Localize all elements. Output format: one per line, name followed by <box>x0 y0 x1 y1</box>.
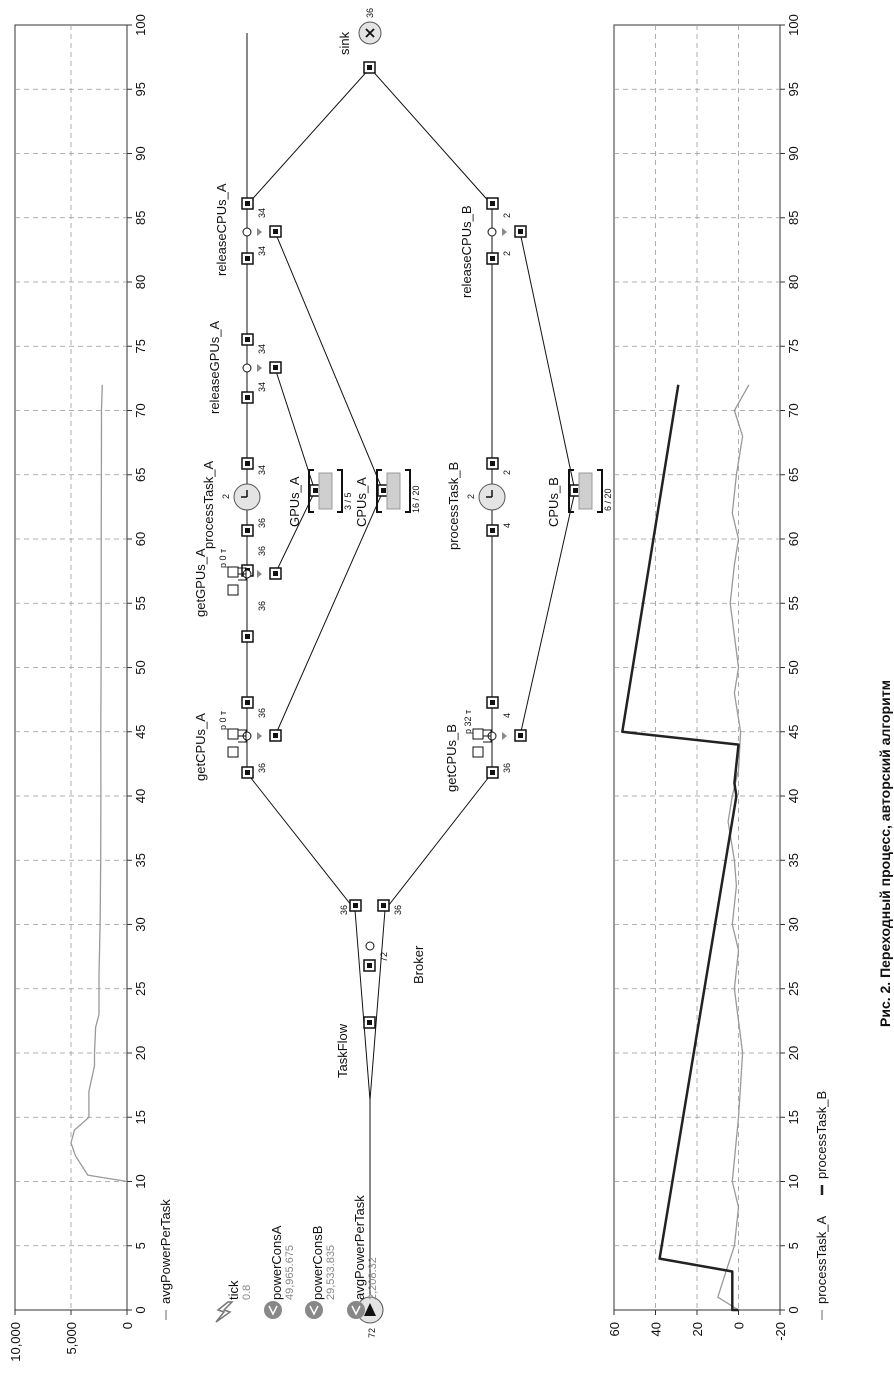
x-tick-label: 10 <box>786 1174 801 1189</box>
param-powerconsb-label: powerConsB <box>310 1225 325 1300</box>
chart-1-y-tick-labels <box>8 1322 135 1362</box>
x-tick-label: 100 <box>133 14 148 36</box>
variable-icon <box>347 1301 365 1319</box>
x-tick-label: 70 <box>133 403 148 418</box>
stat-releasecpus-a-in: 34 <box>257 245 267 256</box>
model-connectors <box>247 33 575 1295</box>
stat-getcpus-b-in: 36 <box>502 762 512 773</box>
param-powerconsb <box>305 1226 337 1319</box>
stat-getgpus-a-in: 36 <box>257 600 267 611</box>
x-tick-label: 90 <box>133 146 148 161</box>
label-taskflow: TaskFlow <box>335 1023 350 1078</box>
model-junctions <box>243 228 496 950</box>
x-tick-label: 65 <box>133 467 148 482</box>
stat-getgpus-a-queue: р 0 т <box>218 548 228 568</box>
variable-icon <box>305 1301 323 1319</box>
x-tick-label: 5 <box>133 1242 148 1250</box>
figure-caption: Рис. 2. Переходный процесс, авторский алгоритм <box>877 680 893 1027</box>
x-tick-label: 95 <box>133 82 148 97</box>
stat-processtask-a-busy: 2 <box>221 493 231 499</box>
lightning-icon <box>216 1302 232 1322</box>
stat-cpus-a: 16 / 20 <box>411 485 421 513</box>
stat-getcpus-a-out: 36 <box>257 707 267 718</box>
x-tick-label: 85 <box>786 210 801 225</box>
stat-releasecpus-b-in: 2 <box>502 250 512 256</box>
label-gpus-a: GPUs_A <box>287 476 302 527</box>
y-tick-label: 0 <box>731 1322 747 1330</box>
stat-releasecpus-a-out: 34 <box>257 207 267 218</box>
x-tick-label: 30 <box>786 917 801 932</box>
x-tick-label: 100 <box>786 14 801 36</box>
x-tick-label: 70 <box>786 403 801 418</box>
stat-processtask-b-out: 2 <box>502 469 512 475</box>
x-tick-label: 30 <box>133 917 148 932</box>
x-tick-label: 25 <box>133 981 148 996</box>
stat-releasegpus-a-in: 34 <box>257 381 267 392</box>
label-releasecpus-a: releaseCPUs_A <box>214 183 229 276</box>
param-powerconsa-value: 49,965.675 <box>284 1244 296 1300</box>
stat-gpus-a: 3 / 5 <box>343 492 353 510</box>
stat-getcpus-a-queue: р 0 т <box>218 710 228 730</box>
x-tick-label: 60 <box>786 531 801 547</box>
param-tick-label: tick <box>226 1280 241 1300</box>
x-tick-label: 10 <box>133 1174 148 1189</box>
process-task-chart <box>607 14 829 1341</box>
stat-processtask-a-out: 34 <box>257 464 267 475</box>
label-getcpus-b: getCPUs_B <box>444 724 459 792</box>
y-tick-label: -20 <box>773 1322 788 1341</box>
x-tick-label: 50 <box>786 660 801 675</box>
parameters-panel <box>216 1195 379 1322</box>
x-tick-label: 15 <box>133 1110 148 1125</box>
x-tick-label: 95 <box>786 82 801 97</box>
stat-broker-in: 72 <box>379 951 389 962</box>
stat-getcpus-b-out: 4 <box>502 712 512 718</box>
stat-sink: 36 <box>365 7 375 18</box>
legend-label-processtask-b: processTask_B <box>814 1090 829 1179</box>
chart-2-y-tick-labels <box>607 1322 788 1341</box>
stat-broker-b: 36 <box>393 904 403 915</box>
stat-taskflow: 72 <box>367 1327 377 1338</box>
block-labels <box>193 31 561 1078</box>
x-tick-label: 40 <box>786 788 801 804</box>
label-getgpus-a: getGPUs_A <box>193 548 208 617</box>
stat-getcpus-b-queue: р 32 т <box>463 709 473 734</box>
label-releasegpus-a: releaseGPUs_A <box>207 320 222 414</box>
stat-cpus-b: 6 / 20 <box>603 488 613 511</box>
param-tick <box>216 1280 253 1322</box>
x-tick-label: 35 <box>786 853 801 868</box>
x-tick-label: 45 <box>786 724 801 739</box>
legend-label-avgpowerpertask: avgPowerPerTask <box>158 1199 173 1304</box>
label-sink: sink <box>337 31 352 55</box>
label-broker: Broker <box>411 945 426 984</box>
label-cpus-a: CPUs_A <box>354 477 369 527</box>
label-processtask-a: processTask_A <box>201 460 216 549</box>
x-tick-label: 80 <box>786 274 801 290</box>
x-tick-label: 5 <box>786 1242 801 1250</box>
avg-power-chart <box>8 14 173 1362</box>
block-stats <box>218 8 613 1338</box>
y-tick-label: 5,000 <box>64 1322 79 1355</box>
stat-releasegpus-a-out: 34 <box>257 343 267 354</box>
x-tick-label: 80 <box>133 274 148 290</box>
param-tick-value: 0.8 <box>241 1284 253 1300</box>
param-avgpowerpertask-value: 2,208.32 <box>367 1257 379 1300</box>
stat-processtask-b-in: 4 <box>502 522 512 528</box>
param-powerconsb-value: 29,533.835 <box>325 1244 337 1300</box>
x-tick-label: 55 <box>133 596 148 611</box>
stat-processtask-b-busy: 2 <box>466 493 476 499</box>
label-getcpus-a: getCPUs_A <box>193 713 208 781</box>
stat-processtask-a-in: 36 <box>257 517 267 528</box>
label-cpus-b: CPUs_B <box>546 477 561 527</box>
x-tick-label: 35 <box>133 853 148 868</box>
x-tick-label: 65 <box>786 467 801 482</box>
y-tick-label: 20 <box>690 1322 705 1337</box>
x-tick-label: 25 <box>786 981 801 996</box>
model-ports <box>242 62 581 1028</box>
x-tick-label: 20 <box>786 1045 801 1061</box>
x-tick-label: 90 <box>786 146 801 161</box>
model-port-dots <box>245 65 578 1025</box>
chart-2-legend <box>814 1091 829 1320</box>
x-tick-label: 40 <box>133 788 148 804</box>
x-tick-label: 75 <box>133 339 148 354</box>
x-tick-label: 60 <box>133 531 148 547</box>
legend-label-processtask-a: processTask_A <box>814 1215 829 1304</box>
x-tick-label: 0 <box>133 1306 148 1314</box>
x-tick-label: 50 <box>133 660 148 675</box>
chart-1-legend <box>158 1199 173 1320</box>
param-powerconsa <box>264 1225 296 1319</box>
x-tick-label: 45 <box>133 724 148 739</box>
variable-icon <box>264 1301 282 1319</box>
sink-icon <box>359 22 381 44</box>
y-tick-label: 60 <box>607 1322 622 1337</box>
chart-1-x-tick-labels <box>133 14 148 1313</box>
stat-getcpus-a-in: 36 <box>257 762 267 773</box>
label-releasecpus-b: releaseCPUs_B <box>459 205 474 298</box>
param-avgpowerpertask-label: avgPowerPerTask <box>352 1195 367 1300</box>
process-model <box>193 8 613 1338</box>
x-tick-label: 15 <box>786 1110 801 1125</box>
y-tick-label: 10,000 <box>8 1322 23 1362</box>
y-tick-label: 0 <box>120 1322 135 1330</box>
x-tick-label: 55 <box>786 596 801 611</box>
param-powerconsa-label: powerConsA <box>269 1225 284 1300</box>
stat-releasecpus-b-out: 2 <box>502 212 512 218</box>
x-tick-label: 75 <box>786 339 801 354</box>
x-tick-label: 20 <box>133 1045 148 1061</box>
y-tick-label: 40 <box>648 1322 664 1337</box>
chart-2-x-tick-labels <box>786 14 801 1313</box>
x-tick-label: 85 <box>133 210 148 225</box>
label-processtask-b: processTask_B <box>446 461 461 550</box>
x-tick-label: 0 <box>786 1306 801 1314</box>
stat-getgpus-a-out: 36 <box>257 545 267 556</box>
stat-broker-a: 36 <box>339 904 349 915</box>
delay-clock-icon <box>234 484 505 510</box>
param-avgpowerpertask <box>347 1195 379 1319</box>
